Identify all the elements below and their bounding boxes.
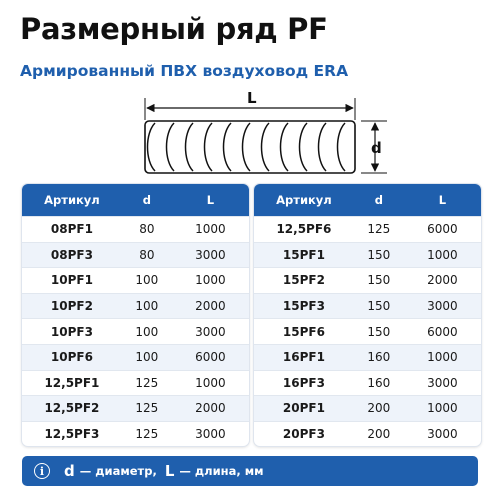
cell-length: 2000 <box>404 268 481 294</box>
table-row <box>22 319 249 345</box>
column-header-diameter: d <box>354 184 404 217</box>
table-row <box>254 370 481 396</box>
length-label: L <box>247 89 257 107</box>
table-row <box>254 217 481 243</box>
cell-length: 3000 <box>172 319 249 345</box>
table-row <box>22 217 249 243</box>
cell-article: 10PF3 <box>22 319 122 345</box>
cell-diameter: 100 <box>122 293 172 319</box>
cell-length: 6000 <box>404 319 481 345</box>
cell-diameter: 80 <box>122 242 172 268</box>
cell-article: 20PF1 <box>254 396 354 422</box>
cell-length: 1000 <box>172 217 249 243</box>
table-row <box>254 293 481 319</box>
cell-length: 3000 <box>404 421 481 446</box>
cell-diameter: 100 <box>122 268 172 294</box>
table-row <box>22 370 249 396</box>
size-table-left <box>22 184 249 446</box>
legend-d-text: — диаметр, <box>79 464 157 478</box>
cell-article: 15PF1 <box>254 242 354 268</box>
cell-article: 12,5PF2 <box>22 396 122 422</box>
cell-length: 2000 <box>172 293 249 319</box>
table-row <box>254 242 481 268</box>
cell-article: 16PF1 <box>254 344 354 370</box>
table-header-row <box>254 184 481 217</box>
cell-diameter: 160 <box>354 370 404 396</box>
table-row <box>254 268 481 294</box>
cell-diameter: 150 <box>354 268 404 294</box>
cell-diameter: 125 <box>354 217 404 243</box>
cell-diameter: 200 <box>354 421 404 446</box>
cell-length: 2000 <box>172 396 249 422</box>
cell-article: 12,5PF3 <box>22 421 122 446</box>
cell-diameter: 80 <box>122 217 172 243</box>
cell-length: 6000 <box>404 217 481 243</box>
table-row <box>22 344 249 370</box>
cell-diameter: 125 <box>122 396 172 422</box>
cell-article: 16PF3 <box>254 370 354 396</box>
column-header-length: L <box>404 184 481 217</box>
duct-diagram <box>125 84 415 194</box>
cell-article: 15PF6 <box>254 319 354 345</box>
diameter-label: d <box>371 139 382 157</box>
cell-length: 1000 <box>172 370 249 396</box>
page-subtitle: Армированный ПВХ воздуховод ERA <box>20 62 349 80</box>
table-row <box>22 421 249 446</box>
cell-article: 15PF3 <box>254 293 354 319</box>
column-header-diameter: d <box>122 184 172 217</box>
cell-diameter: 150 <box>354 319 404 345</box>
legend-d-symbol: d <box>64 462 75 480</box>
cell-length: 6000 <box>172 344 249 370</box>
cell-diameter: 150 <box>354 293 404 319</box>
size-table-right <box>254 184 481 446</box>
cell-article: 12,5PF6 <box>254 217 354 243</box>
cell-diameter: 160 <box>354 344 404 370</box>
cell-length: 3000 <box>172 242 249 268</box>
duct-body <box>145 121 355 173</box>
table-row <box>22 268 249 294</box>
table-header-row <box>22 184 249 217</box>
column-header-length: L <box>172 184 249 217</box>
legend-l-text: — длина, мм <box>179 464 264 478</box>
cell-length: 1000 <box>404 344 481 370</box>
cell-article: 10PF1 <box>22 268 122 294</box>
cell-article: 15PF2 <box>254 268 354 294</box>
cell-length: 1000 <box>404 242 481 268</box>
cell-diameter: 150 <box>354 242 404 268</box>
cell-diameter: 125 <box>122 421 172 446</box>
table-row <box>254 319 481 345</box>
page-title: Размерный ряд PF <box>20 12 328 46</box>
cell-length: 3000 <box>172 421 249 446</box>
cell-diameter: 100 <box>122 319 172 345</box>
legend-l-symbol: L <box>164 462 175 480</box>
cell-article: 10PF2 <box>22 293 122 319</box>
table-row <box>254 421 481 446</box>
cell-length: 1000 <box>172 268 249 294</box>
column-header-article: Артикул <box>254 184 354 217</box>
cell-article: 08PF3 <box>22 242 122 268</box>
cell-diameter: 100 <box>122 344 172 370</box>
table-row <box>22 293 249 319</box>
cell-length: 3000 <box>404 293 481 319</box>
table-row <box>22 242 249 268</box>
table-row <box>254 344 481 370</box>
cell-length: 1000 <box>404 396 481 422</box>
cell-article: 12,5PF1 <box>22 370 122 396</box>
cell-article: 08PF1 <box>22 217 122 243</box>
cell-diameter: 200 <box>354 396 404 422</box>
column-header-article: Артикул <box>22 184 122 217</box>
info-icon: i <box>34 463 50 479</box>
table-row <box>254 396 481 422</box>
table-row <box>22 396 249 422</box>
cell-article: 10PF6 <box>22 344 122 370</box>
cell-article: 20PF3 <box>254 421 354 446</box>
cell-length: 3000 <box>404 370 481 396</box>
legend-bar <box>22 456 478 486</box>
cell-diameter: 125 <box>122 370 172 396</box>
